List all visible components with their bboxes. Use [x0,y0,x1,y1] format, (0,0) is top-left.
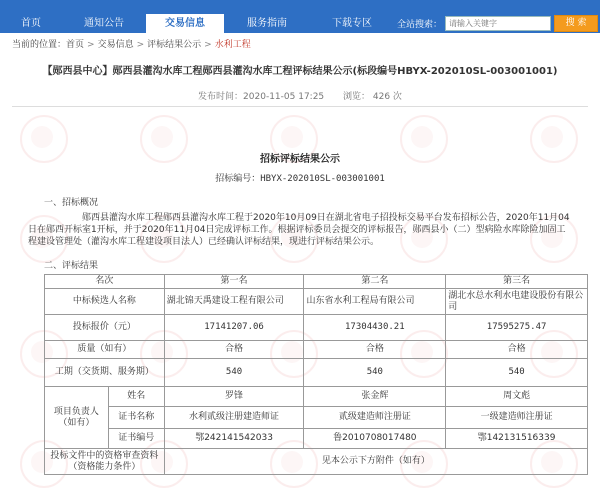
row-label-quality: 质量（如有） [45,341,165,359]
table-row [45,429,588,449]
candidate-1: 湖北锦天禹建设工程有限公司 [164,289,304,315]
price-3: 17595275.47 [446,315,588,341]
breadcrumb [12,37,251,50]
search-label: 全站搜索： [397,20,443,30]
price-2: 17304430.21 [304,315,446,341]
results-table [44,274,588,475]
nav-tab-trade-info[interactable]: 交易信息 [146,14,224,33]
table-row [45,315,588,341]
breadcrumb-separator: > [136,40,145,50]
top-nav-bar [0,0,600,33]
breadcrumb-current[interactable]: 水利工程 [214,40,251,50]
breadcrumb-separator: > [204,40,212,50]
bid-number: 招标编号：HBYX-202010SL-003001001 [215,174,385,184]
breadcrumb-separator: > [87,40,95,50]
title-divider [12,106,588,107]
table-row [45,359,588,387]
section-heading-results: 二、评标结果 [44,261,99,271]
nav-tab-notices[interactable]: 通知公告 [84,18,124,29]
header-rank: 名次 [45,275,165,289]
header-second: 第二名 [304,275,446,289]
table-row [45,449,588,475]
table-row [45,289,588,315]
row-label-cert-name: 证书名称 [108,407,164,429]
section-heading-overview: 一、招标概况 [44,198,99,208]
cert-name-3: 一级建造师注册证 [446,407,588,429]
cert-name-1: 水利贰级注册建造师证 [164,407,304,429]
overview-text: 郧西县灌沟水库工程郧西县灌沟水库工程于2020年10月09日在湖北省电子招投标交易平台发布招标公告，2020年11月04日在郧西开标室1开标，并于2020年11月04日完成评标工作。根据评标委员会提交的评标报告，郧西县小（二）型病险水库除险加固工程建设管理处（灌沟水库工程建设项目法人）已经确认评标结果，现进行评标结果公示。 [28,213,570,247]
period-3: 540 [446,359,588,387]
row-label-manager: 项目负责人（如有） [45,387,109,449]
cert-name-2: 贰级建造师注册证 [304,407,446,429]
header-third: 第三名 [446,275,588,289]
candidate-3: 湖北水总水利水电建设股份有限公司 [446,289,588,315]
search-button[interactable]: 搜 索 [554,15,598,32]
price-1: 17141207.06 [164,315,304,341]
publish-time: 发布时间：2020-11-05 17:25 [198,92,325,102]
table-row [45,387,588,407]
cert-no-3: 鄂142131516339 [446,429,588,449]
quality-3: 合格 [446,341,588,359]
site-search [397,15,598,32]
period-2: 540 [304,359,446,387]
manager-name-2: 张金辉 [304,387,446,407]
breadcrumb-result-notice[interactable]: 评标结果公示 [147,40,202,50]
period-1: 540 [164,359,304,387]
breadcrumb-trade-info[interactable]: 交易信息 [97,40,134,50]
table-header-row [45,275,588,289]
cert-no-2: 鲁2010708017480 [304,429,446,449]
row-label-price: 投标报价（元） [45,315,165,341]
view-count: 浏览： 426 次 [343,92,402,102]
nav-tabs [0,14,394,33]
row-label-candidate: 中标候选人名称 [45,289,165,315]
row-label-review: 投标文件中的资格审查资料（资格能力条件） [45,449,165,475]
header-first: 第一名 [164,275,304,289]
nav-tab-service-guide[interactable]: 服务指南 [247,18,287,29]
table-row [45,341,588,359]
cert-no-1: 鄂242141542033 [164,429,304,449]
review-value: 见本公示下方附件（如有） [164,449,587,475]
table-row [45,407,588,429]
row-label-cert-no: 证书编号 [108,429,164,449]
search-input[interactable] [445,16,551,31]
row-label-manager-name: 姓名 [108,387,164,407]
article-title: 【郧西县中心】郧西县灌沟水库工程郧西县灌沟水库工程评标结果公示(标段编号HBYX-202010SL-003001001) [42,66,558,77]
candidate-2: 山东省水利工程局有限公司 [304,289,446,315]
overview-paragraph [28,212,573,248]
breadcrumb-prefix: 当前的位置： [12,40,67,50]
quality-1: 合格 [164,341,304,359]
manager-name-3: 周文彪 [446,387,588,407]
nav-tab-downloads[interactable]: 下载专区 [332,18,372,29]
content-title: 招标评标结果公示 [260,154,340,165]
breadcrumb-home[interactable]: 首页 [66,40,85,50]
manager-name-1: 罗锋 [164,387,304,407]
quality-2: 合格 [304,341,446,359]
article-meta [0,89,600,102]
nav-tab-home[interactable]: 首页 [21,18,41,29]
row-label-period: 工期（交货期、服务期） [45,359,165,387]
